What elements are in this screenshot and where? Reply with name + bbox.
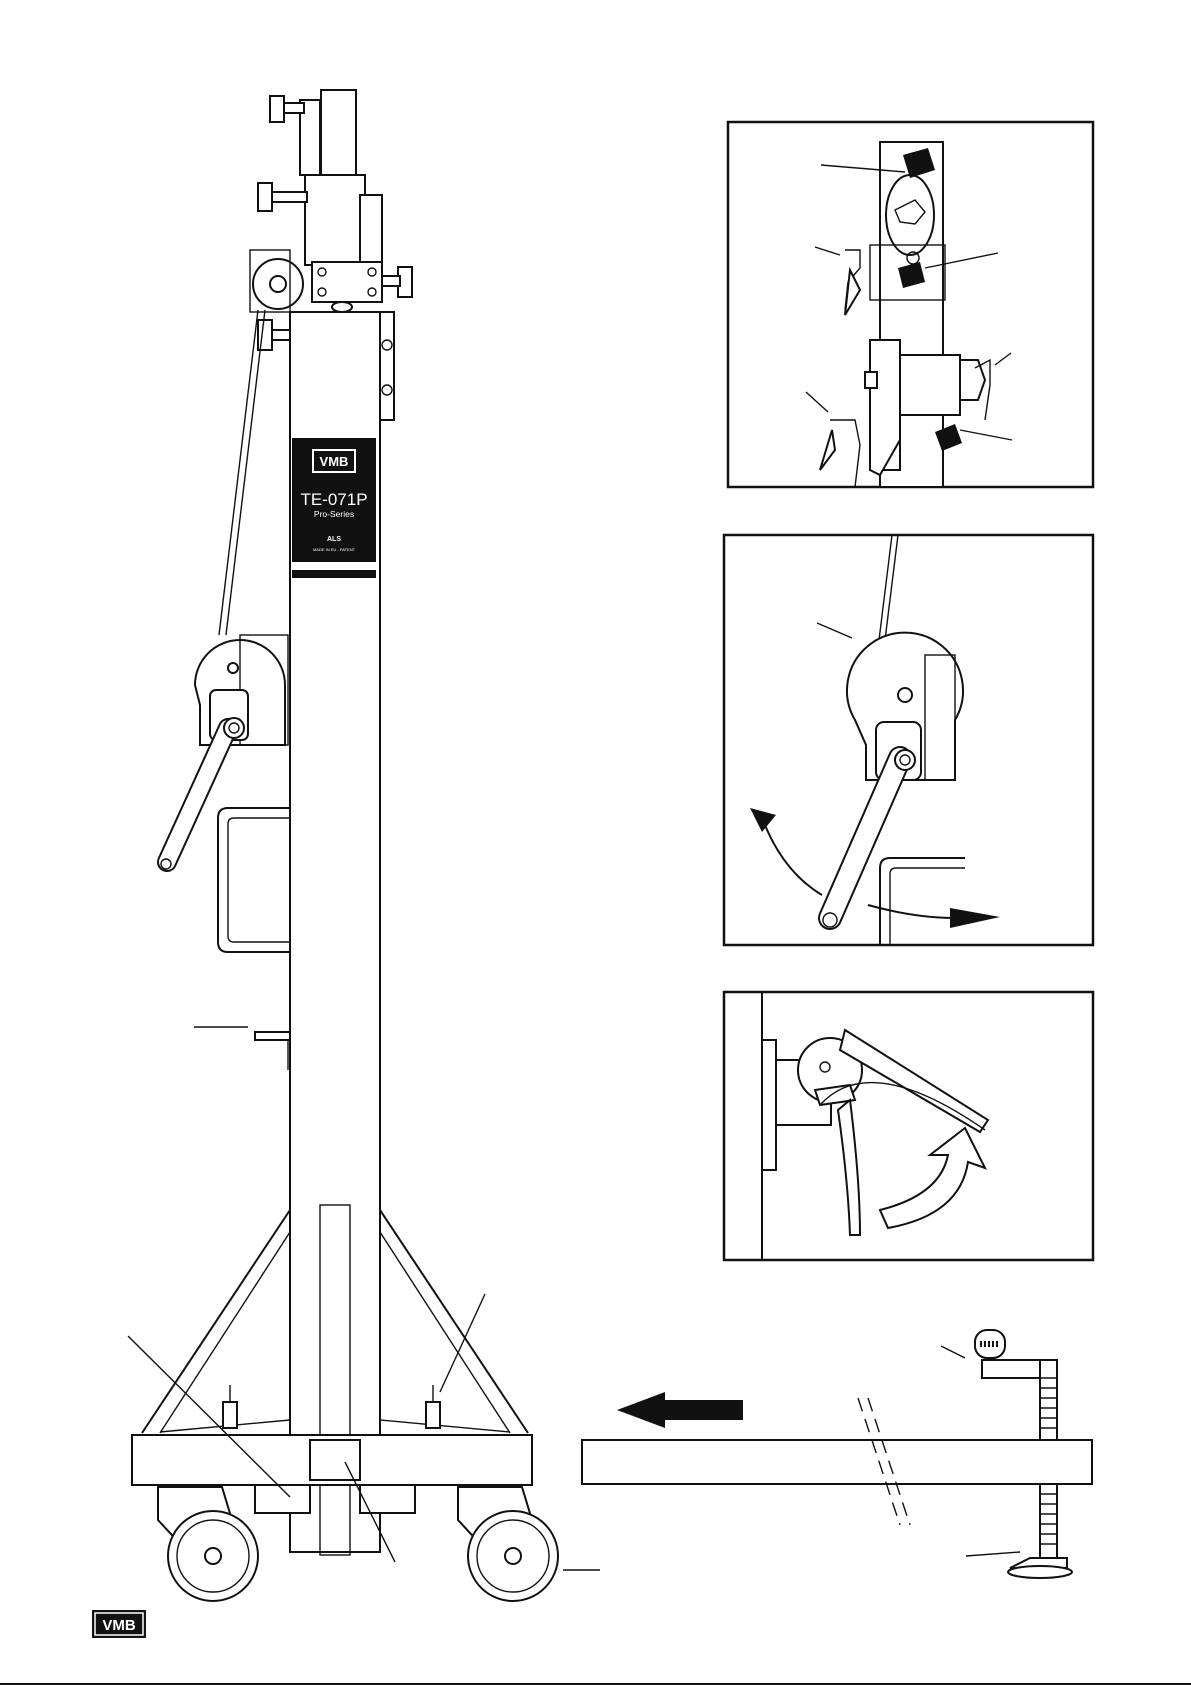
callout-line bbox=[815, 247, 840, 255]
left-arrow-icon bbox=[617, 1392, 743, 1428]
callout-line bbox=[817, 623, 852, 638]
outrigger bbox=[142, 1210, 290, 1433]
locking-pin bbox=[426, 1385, 440, 1428]
locking-pin bbox=[223, 1385, 237, 1428]
caster-wheel bbox=[458, 1487, 558, 1601]
lifting-cable bbox=[226, 310, 265, 635]
transport-handle bbox=[218, 808, 290, 952]
callout-line bbox=[440, 1294, 485, 1392]
clamp-detail bbox=[582, 1330, 1092, 1578]
outrigger bbox=[380, 1210, 528, 1433]
caster-wheel bbox=[158, 1487, 258, 1601]
callout-line bbox=[995, 353, 1011, 365]
footer-logo-text: VMB bbox=[102, 1617, 136, 1634]
lifting-cable bbox=[885, 535, 898, 640]
callout-line bbox=[960, 430, 1012, 440]
model-number: TE-071P bbox=[300, 490, 368, 509]
detail-view-latch bbox=[724, 992, 1093, 1260]
detail-view-winch bbox=[724, 535, 1093, 945]
detail-view-top-section bbox=[728, 122, 1093, 487]
locking-knob bbox=[380, 267, 412, 297]
series-name: Pro-Series bbox=[313, 509, 355, 519]
callout-line bbox=[806, 392, 828, 412]
footer-logo bbox=[92, 1610, 146, 1638]
curved-arrow-icon bbox=[868, 905, 955, 918]
certification-mark: ALS bbox=[327, 536, 341, 543]
curved-arrow-icon bbox=[760, 812, 822, 895]
locking-knob bbox=[258, 183, 307, 211]
callout-line bbox=[941, 1346, 965, 1358]
locking-knob bbox=[270, 96, 304, 122]
callout-line bbox=[966, 1552, 1020, 1556]
label-logo-text: VMB bbox=[319, 454, 349, 469]
lift-tower bbox=[128, 90, 600, 1601]
curved-up-arrow-icon bbox=[880, 1128, 985, 1228]
beam bbox=[582, 1440, 1092, 1484]
label-fine-print: MADE IN EU - PATENT bbox=[312, 547, 356, 552]
